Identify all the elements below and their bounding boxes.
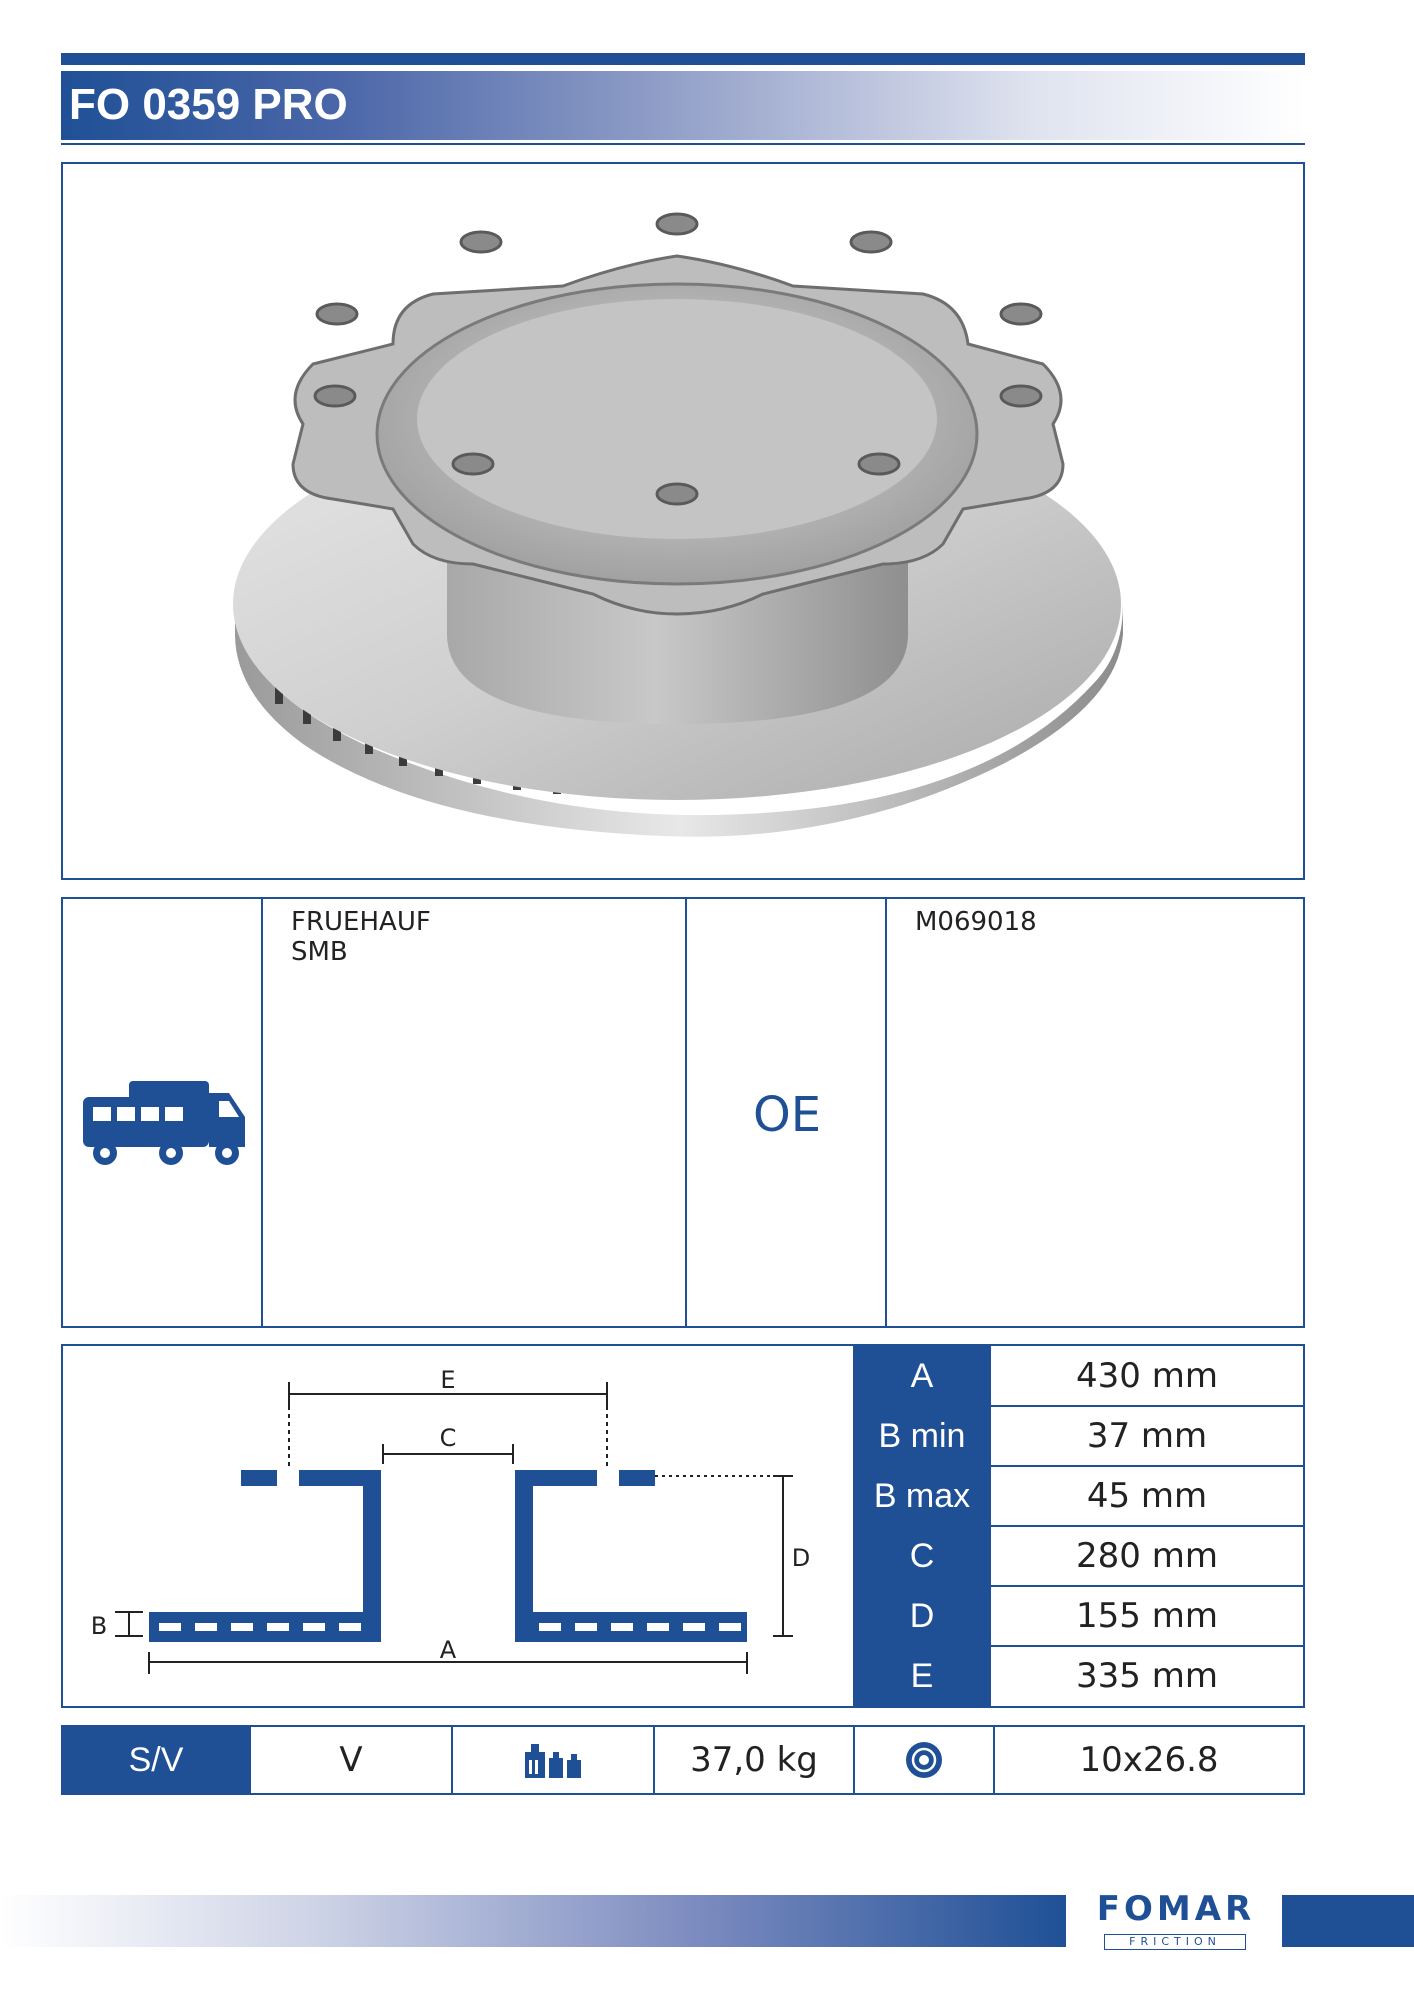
make-fruehauf: FRUEHAUF [291, 907, 431, 937]
dimension-key: B max [853, 1466, 991, 1526]
divider [685, 899, 687, 1326]
product-image-frame [61, 162, 1305, 880]
dimension-key: A [853, 1346, 991, 1406]
dimension-row-e [853, 1646, 1303, 1706]
sv-label-cell [63, 1727, 249, 1793]
oe-number: M069018 [915, 907, 1037, 937]
dimension-row-b-max [853, 1466, 1303, 1526]
divider [261, 899, 263, 1326]
diagram-label-d: D [791, 1544, 811, 1572]
footer-band-right [1282, 1895, 1414, 1947]
top-rule [61, 53, 1305, 65]
diagram-label-b: B [90, 1612, 108, 1640]
dimension-key: B min [853, 1406, 991, 1466]
dimension-value: 430 mm [1076, 1356, 1218, 1396]
spec-row [61, 1725, 1305, 1795]
brand-logo-sub: FRICTION [1104, 1934, 1246, 1950]
title-bar [61, 71, 1305, 140]
dimension-key: E [853, 1646, 991, 1706]
holes-value: 10x26.8 [1079, 1740, 1219, 1780]
brand-logo: FOMAR [1096, 1889, 1256, 1929]
dimension-key: C [853, 1526, 991, 1586]
sv-value-cell [251, 1727, 451, 1793]
dimension-value: 335 mm [1076, 1656, 1218, 1696]
profile-flange-left-stub [241, 1470, 277, 1486]
sv-value: V [339, 1740, 363, 1780]
dimensions-block [61, 1344, 1305, 1708]
diagram-label-a: A [439, 1636, 457, 1664]
title-underline [61, 143, 1305, 145]
dimension-row-b-min [853, 1406, 1303, 1466]
dimension-row-c [853, 1526, 1303, 1586]
bolt-holes-icon [904, 1740, 944, 1780]
make-smb: SMB [291, 937, 348, 967]
diagram-label-e: E [440, 1366, 456, 1394]
brake-disc-image [63, 164, 1303, 878]
holes-cell [995, 1727, 1303, 1793]
dimension-value: 155 mm [1076, 1596, 1218, 1636]
dimension-value: 280 mm [1076, 1536, 1218, 1576]
bus-truck-icon [79, 1069, 249, 1169]
dimension-value: 37 mm [1086, 1416, 1208, 1456]
weight-icon-cell [453, 1727, 653, 1793]
sv-label: S/V [128, 1740, 184, 1779]
holes-icon-cell [855, 1727, 993, 1793]
divider [885, 899, 887, 1326]
weight-value: 37,0 kg [690, 1740, 818, 1780]
oe-label: OE [753, 1087, 822, 1143]
weight-icon [521, 1740, 585, 1780]
footer-band [0, 1895, 1066, 1947]
dimension-row-a [853, 1346, 1303, 1406]
diagram-label-c: C [439, 1424, 457, 1452]
application-table [61, 897, 1305, 1328]
weight-cell [655, 1727, 853, 1793]
dimension-row-d [853, 1586, 1303, 1646]
page-title: FO 0359 PRO [69, 80, 348, 129]
dimension-key: D [853, 1586, 991, 1646]
dimension-value: 45 mm [1086, 1476, 1208, 1516]
disc-profile-diagram [63, 1346, 811, 1706]
